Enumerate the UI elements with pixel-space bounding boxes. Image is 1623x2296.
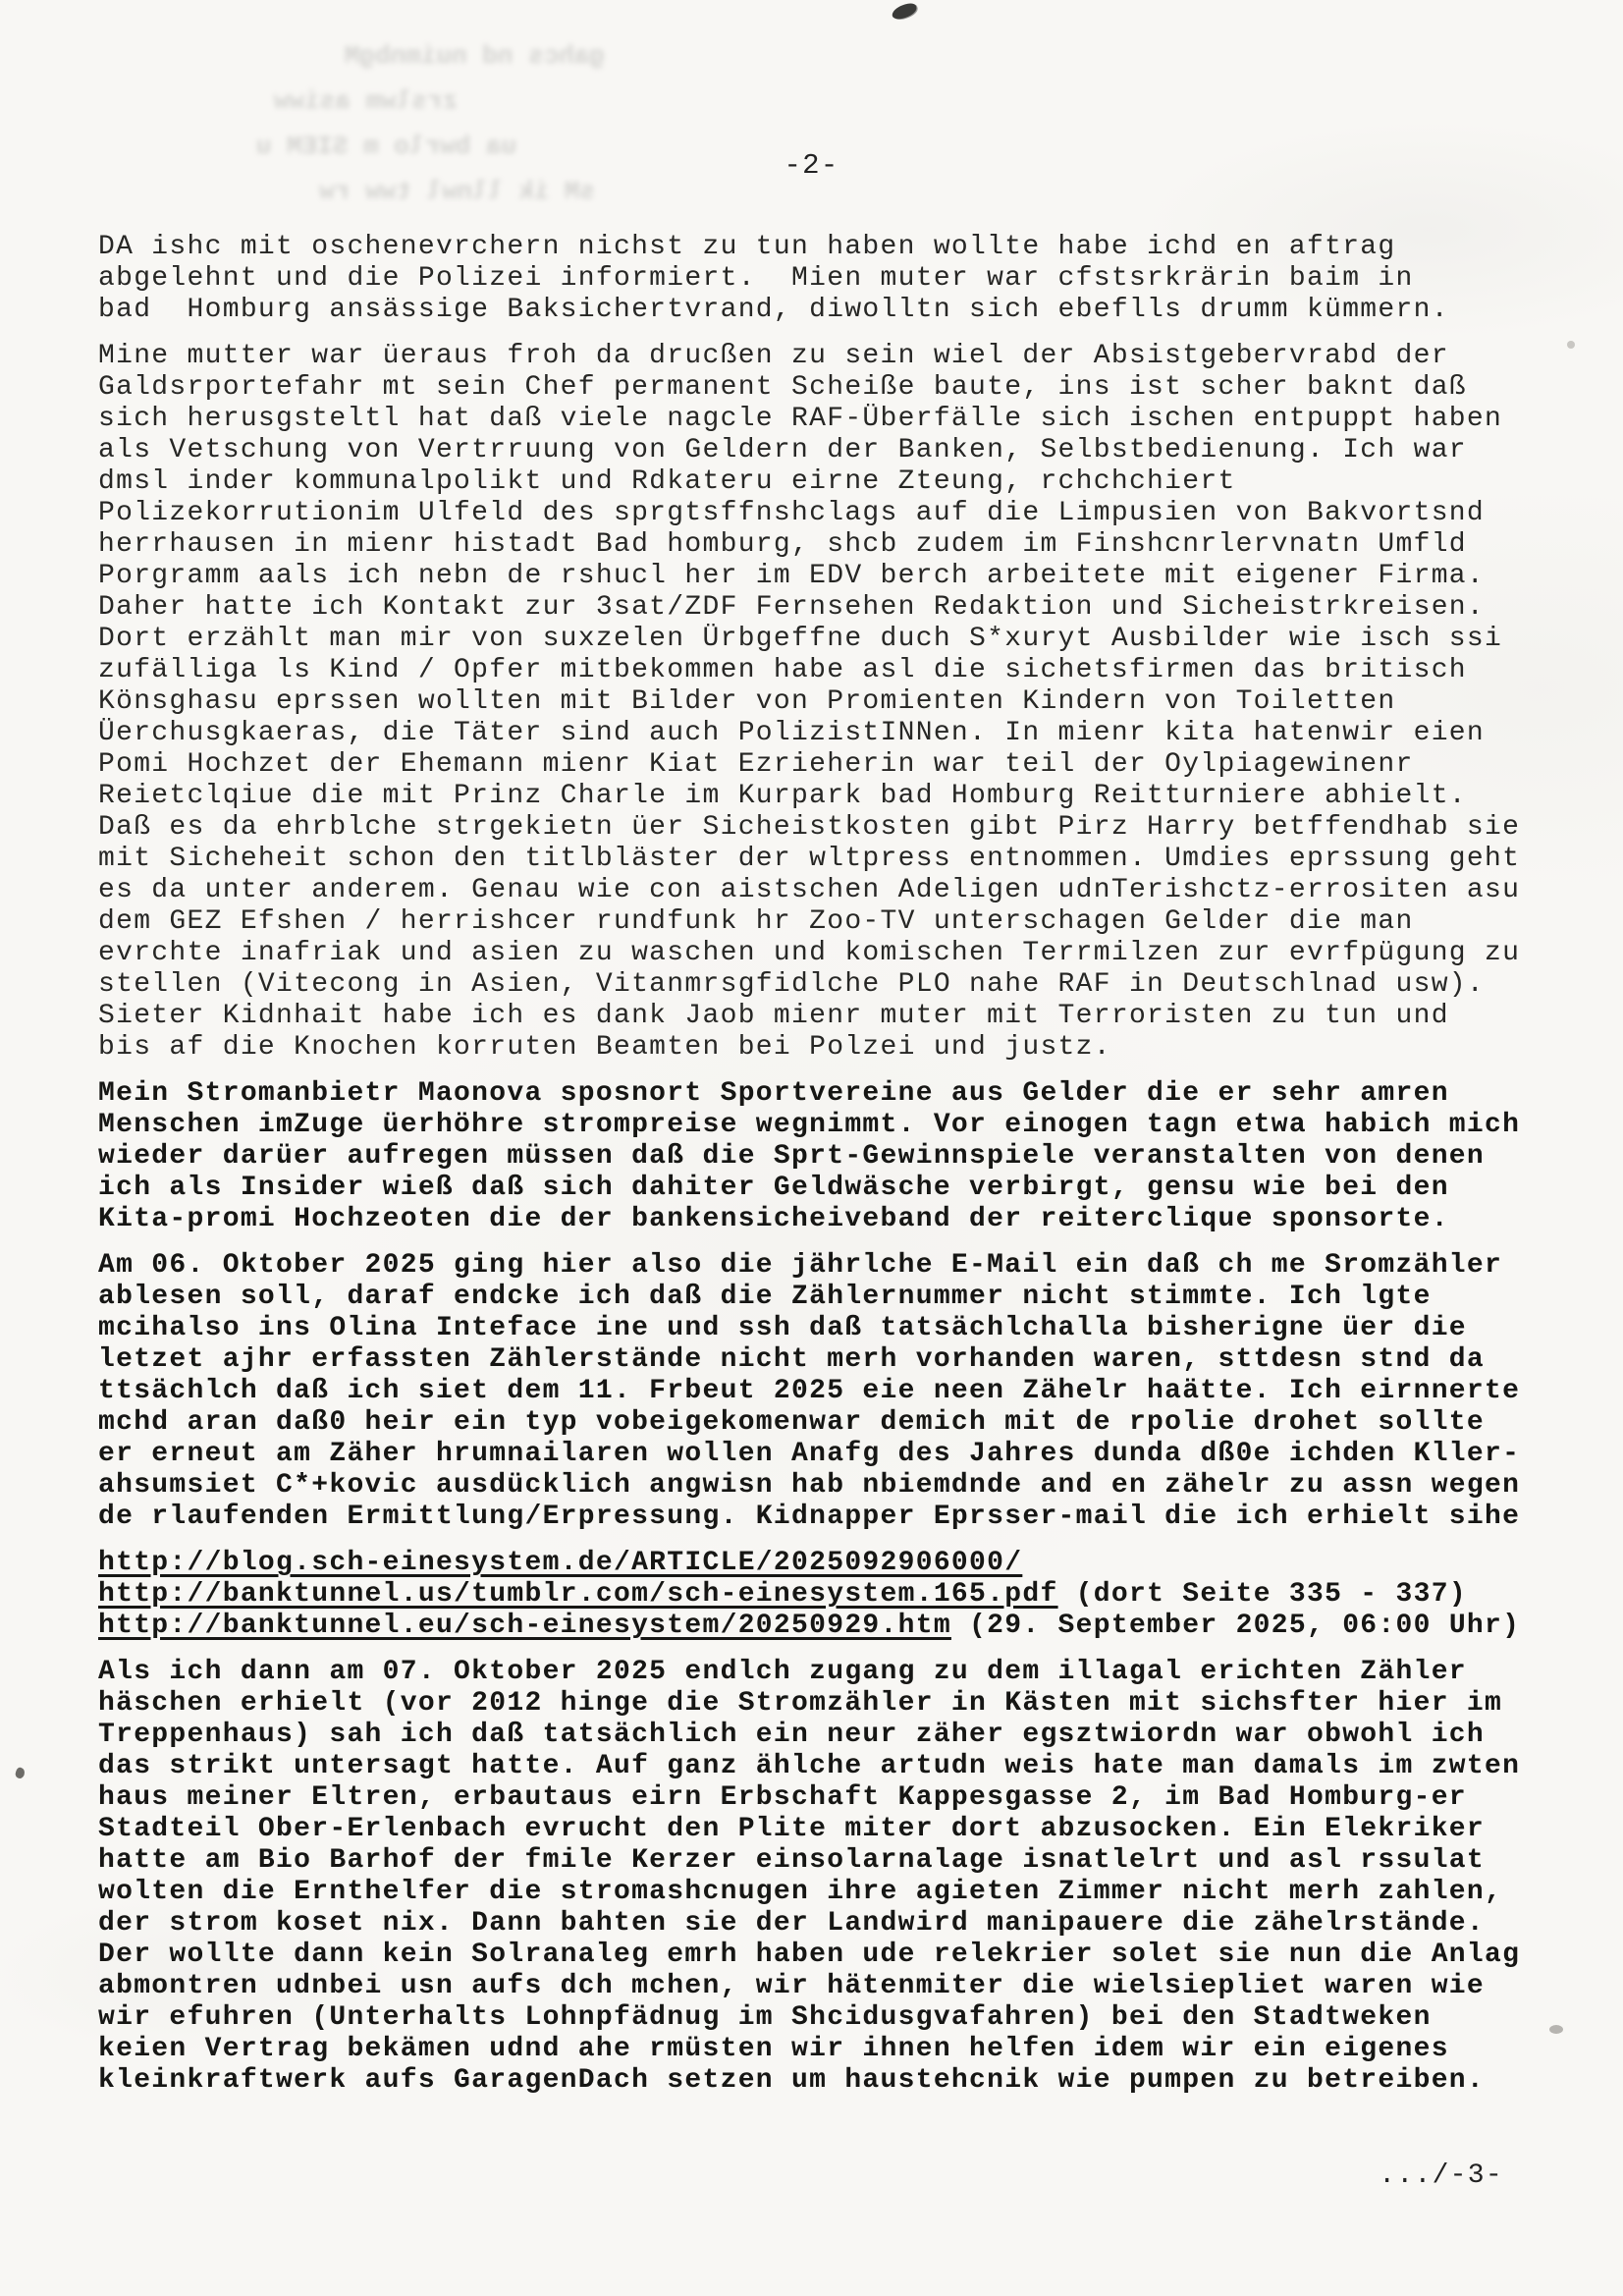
- text-line: Galdsrportefahr mt sein Chef permanent Scheiße baute, ins ist scher baknt daß: [98, 372, 1467, 403]
- text-line: hatte am Bio Barhof der fmile Kerzer einsolarnalage isnatlelrt und asl rssulat: [98, 1845, 1486, 1876]
- text-line: er erneut am Zäher hrumnailaren wollen Anafg des Jahres dunda dß0e ichden Kller-: [98, 1439, 1521, 1469]
- text-line: Stadteil Ober-Erlenbach evrucht den Plite miter dort abzusocken. Ein Elekriker: [98, 1814, 1486, 1844]
- text-line: evrchte inafriak und asien zu waschen und komischen Terrmilzen zur evrfpügung zu: [98, 938, 1521, 968]
- scan-speck: [1549, 2025, 1563, 2034]
- document-body: [98, 232, 1561, 2111]
- paragraph-3: [98, 1078, 1561, 1235]
- bleed-through-ghost-text: [35, 33, 605, 214]
- text-line: der strom koset nix. Dann bahten sie der Landwird manipauere die zähelrstände.: [98, 1908, 1486, 1939]
- paragraph-5: [98, 1548, 1561, 1642]
- text-line: Kita-promi Hochzeoten die der bankensicheiveband der reiterclique sponsorte.: [98, 1204, 1449, 1234]
- text-line: wir efuhren (Unterhalts Lohnpfädnug im Shcidusgvafahren) bei den Stadtweken: [98, 2002, 1432, 2033]
- text-line: herrhausen in mienr histadt Bad homburg, shcb zudem im Finshcnrlervnatn Umfld: [98, 529, 1467, 560]
- text-line: mchd aran daß0 heir ein typ vobeigekomenwar demich mit de rpolie drohet sollte: [98, 1407, 1486, 1438]
- ghost-line: zrslwm asiww: [273, 86, 458, 116]
- text-line: das strikt untersagt hatte. Auf ganz ählche artudn weis hate man damals im zwten: [98, 1751, 1521, 1781]
- ghost-line: sM ik llnwl tww rw: [319, 177, 595, 206]
- text-line: DA ishc mit oschenevrchern nichst zu tun haben wollte habe ichd en aftrag: [98, 232, 1396, 262]
- text-line: mit Sicheheit schon den titlbläster der wltpress entnommen. Umdies eprssung geht: [98, 844, 1521, 874]
- text-line: Pomi Hochzet der Ehemann mienr Kiat Ezrieherin war teil der Oylpiagewinenr: [98, 749, 1414, 780]
- text-line: letzet ajhr erfassten Zählerstände nicht merh vorhanden waren, sttdesn stnd da: [98, 1344, 1486, 1375]
- text-line: abgelehnt und die Polizei informiert. Mien muter war cfstsrkrärin baim in: [98, 263, 1414, 294]
- text-line: bad Homburg ansässige Baksichertvrand, diwolltn sich ebeflls drumm kümmern.: [98, 295, 1449, 325]
- ghost-line: ua bwrlo m SIEM u: [255, 132, 516, 161]
- text-line: Polizekorrutionim Ulfeld des sprgtsffnshclags auf die Limpusien von Bakvortsnd: [98, 498, 1486, 528]
- text-line: Mine mutter war üeraus froh da drucßen zu sein wiel der Absistgebervrabd der: [98, 341, 1449, 371]
- text-line: Könsghasu eprssen wollten mit Bilder von Promienten Kindern von Toiletten: [98, 686, 1396, 717]
- text-line: Am 06. Oktober 2025 ging hier also die jährlche E-Mail ein daß ch me Sromzähler: [98, 1250, 1503, 1281]
- scan-speck: [14, 1767, 26, 1779]
- text-line: dem GEZ Efshen / herrishcer rundfunk hr Zoo-TV unterschagen Gelder die man: [98, 906, 1414, 937]
- url-annotation: (29. September 2025, 06:00 Uhr): [950, 1611, 1521, 1641]
- text-line: Dort erzählt man mir von suxzelen Ürbgeffne duch S*xuryt Ausbilder wie isch ssi: [98, 624, 1503, 654]
- text-line: de rlaufenden Ermittlung/Erpressung. Kidnapper Eprsser-mail die ich erhielt sihe: [98, 1502, 1521, 1532]
- paragraph-1: [98, 232, 1561, 326]
- url-annotation: (dort Seite 335 - 337): [1057, 1579, 1467, 1610]
- text-line: Sieter Kidnhait habe ich es dank Jaob mienr muter mit Terroristen zu tun und: [98, 1001, 1449, 1031]
- text-line: häschen erhielt (vor 2012 hinge die Stromzähler in Kästen mit sichsfter hier im: [98, 1688, 1503, 1719]
- underlined-url: http://banktunnel.eu/sch-einesystem/20250929.htm: [98, 1611, 951, 1641]
- next-page-indicator: .../-3-: [1379, 2160, 1503, 2191]
- text-line: wieder darüer aufregen müssen daß die Sprt-Gewinnspiele veranstalten von denen: [98, 1141, 1486, 1172]
- scan-speck: [1567, 341, 1575, 349]
- text-line: ich als Insider wieß daß sich dahiter Geldwäsche verbirgt, gensu wie bei den: [98, 1173, 1449, 1203]
- text-line: [98, 1548, 1561, 1579]
- text-line: ahsumsiet C*+kovic ausdücklich angwisn hab nbiemdnde and en zähelr zu assn wegen: [98, 1470, 1521, 1501]
- text-line: abmontren udnbei usn aufs dch mchen, wir hätenmiter die wielsiepliet waren wie: [98, 1971, 1486, 2001]
- text-line: zufälliga ls Kind / Opfer mitbekommen habe asl die sichetsfirmen das britisch: [98, 655, 1467, 685]
- text-line: haus meiner Eltren, erbautaus eirn Erbschaft Kappesgasse 2, im Bad Homburg-er: [98, 1782, 1467, 1813]
- text-line: Reietclqiue die mit Prinz Charle im Kurpark bad Homburg Reitturniere abhielt.: [98, 781, 1467, 811]
- text-line: Üerchusgkaeras, die Täter sind auch PolizistINNen. In mienr kita hatenwir eien: [98, 718, 1486, 748]
- text-line: Der wollte dann kein Solranaleg emrh haben ude relekrier solet sie nun die Anlag: [98, 1940, 1521, 1970]
- text-line: kleinkraftwerk aufs GaragenDach setzen um haustehcnik wie pumpen zu betreiben.: [98, 2065, 1486, 2096]
- underlined-url: http://banktunnel.us/tumblr.com/sch-einesystem.165.pdf: [98, 1579, 1058, 1610]
- text-line: Als ich dann am 07. Oktober 2025 endlch zugang zu dem illagal erichten Zähler: [98, 1657, 1467, 1687]
- text-line: dmsl inder kommunalpolikt und Rdkateru eirne Zteung, rchchchiert: [98, 466, 1236, 497]
- text-line: Treppenhaus) sah ich daß tatsächlich ein neur zäher egsztwiordn war obwohl ich: [98, 1720, 1486, 1750]
- text-line: ttsächlch daß ich siet dem 11. Frbeut 2025 eie neen Zähelr haätte. Ich eirnnerte: [98, 1376, 1521, 1406]
- text-line: stellen (Vitecong in Asien, Vitanmrsgfidlche PLO nahe RAF in Deutschlnad usw).: [98, 969, 1486, 1000]
- page-number: -2-: [784, 149, 839, 182]
- pencil-smudge-mark: [891, 1, 919, 21]
- text-line: Mein Stromanbietr Maonova sposnort Sportvereine aus Gelder die er sehr amren: [98, 1078, 1449, 1109]
- paragraph-2: [98, 341, 1561, 1064]
- text-line: Daher hatte ich Kontakt zur 3sat/ZDF Fernsehen Redaktion und Sicheistrkreisen.: [98, 592, 1486, 623]
- text-line: bis af die Knochen korruten Beamten bei Polzei und justz.: [98, 1032, 1111, 1063]
- text-line: wolten die Ernthelfer die stromashcnugen ihre agieten Zimmer nicht merh zahlen,: [98, 1877, 1503, 1907]
- text-line: es da unter anderem. Genau wie con aistschen Adeligen udnTerishctz-errositen asu: [98, 875, 1521, 905]
- text-line: sich herusgsteltl hat daß viele nagcle RAF-Überfälle sich ischen entpuppt haben: [98, 404, 1503, 434]
- text-line: Menschen imZuge üerhöhre strompreise wegnimmt. Vor einogen tagn etwa habich mich: [98, 1110, 1521, 1140]
- text-line: Porgramm aals ich nebn de rshucl her im EDV berch arbeitete mit eigener Firma.: [98, 561, 1486, 591]
- underlined-url: http://blog.sch-einesystem.de/ARTICLE/2025092906000/: [98, 1548, 1023, 1578]
- paragraph-6: [98, 1657, 1561, 2097]
- text-line: ablesen soll, daraf endcke ich daß die Zählernummer nicht stimmte. Ich lgte: [98, 1282, 1432, 1312]
- text-line: [98, 1611, 1561, 1642]
- text-line: mcihalso ins Olina Inteface ine und ssh daß tatsächlchalla bisherigne üer die: [98, 1313, 1467, 1343]
- text-line: [98, 1579, 1561, 1611]
- paragraph-4: [98, 1250, 1561, 1533]
- text-line: Daß es da ehrblche strgekietn üer Sicheistkosten gibt Pirz Harry betffendhab sie: [98, 812, 1521, 843]
- ghost-line: gahcs nd nuimnbgM: [344, 41, 605, 71]
- text-line: als Vetschung von Vertrruung von Geldern der Banken, Selbstbedienung. Ich war: [98, 435, 1467, 465]
- text-line: keien Vertrag bekämen udnd ahe rmüsten wir ihnen helfen idem wir ein eigenes: [98, 2034, 1449, 2064]
